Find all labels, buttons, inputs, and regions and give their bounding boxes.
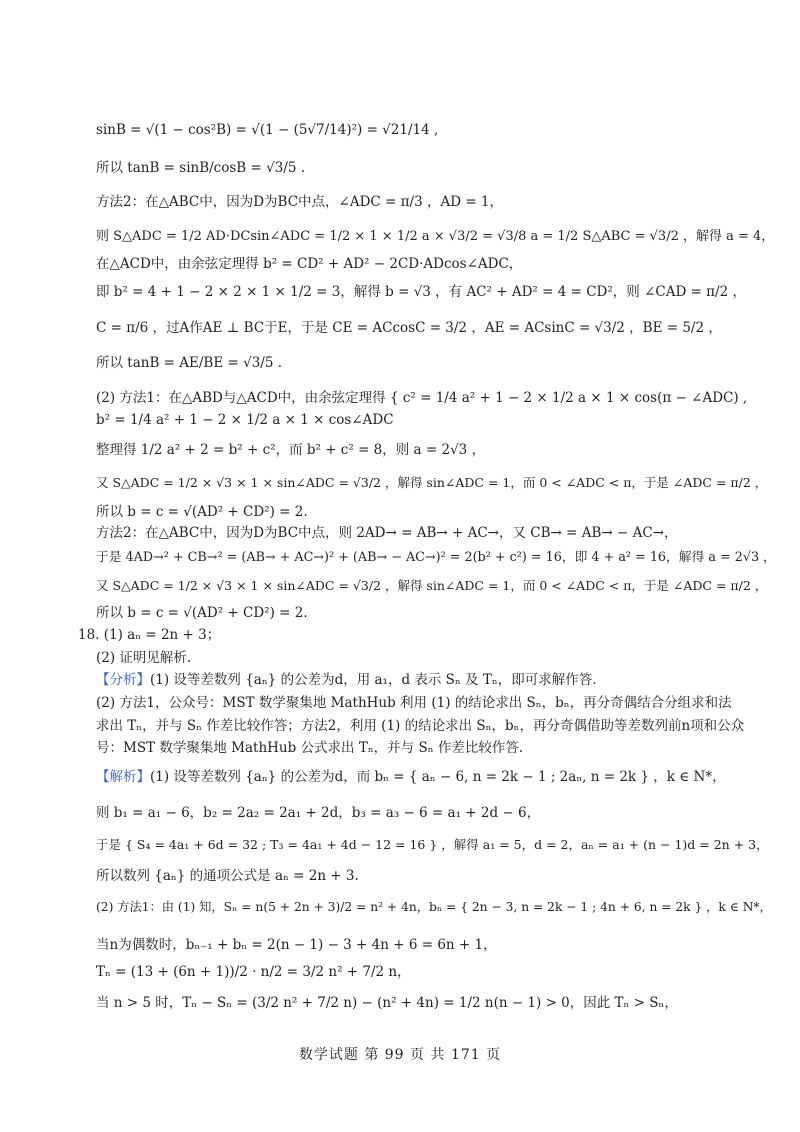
text-line xyxy=(96,603,736,623)
line-text: (2) 证明见解析. xyxy=(96,650,192,666)
text-line xyxy=(96,935,736,955)
line-text: 于是 { S₄ = 4a₁ + 6d = 32 ; T₃ = 4a₁ + 4d − 12 = 16 } ，解得 a₁ = 5，d = 2，aₙ = a₁ + (n − 1)d = 2n + 3， xyxy=(96,837,769,852)
text-line xyxy=(96,192,736,212)
page-footer: 数学试题 第 99 页 共 171 页 xyxy=(298,1047,502,1063)
line-text: 在△ACD中，由余弦定理得 b² = CD² + AD² − 2CD·ADcos∠ADC， xyxy=(96,256,523,272)
line-text: Tₙ = (13 + (6n + 1))/2 · n/2 = 3/2 n² + 7/2 n， xyxy=(96,964,411,980)
text-line xyxy=(96,318,736,338)
line-text: 所以 b = c = √(AD² + CD²) = 2. xyxy=(96,504,308,520)
text-line xyxy=(96,282,746,302)
line-text: (1) 设等差数列 {aₙ} 的公差为d，而 bₙ = { aₙ − 6, n = 2k − 1 ; 2aₙ, n = 2k } ，k ∈ N*， xyxy=(150,769,726,785)
line-text: C = π/6 ，过A作AE ⊥ BC于E，于是 CE = ACcosC = 3/2 ，AE = ACsinC = √3/2 ，BE = 5/2 ， xyxy=(96,320,722,336)
line-text: 于是 4AD→² + CB→² = (AB→ + AC→)² + (AB→ − AC→)² = 2(b² + c²) = 16，即 4 + a² = 16，解得 a = 2√3 ， xyxy=(96,550,776,565)
text-line xyxy=(96,693,736,713)
line-text: 18. (1) aₙ = 2n + 3； xyxy=(78,627,221,643)
text-line xyxy=(96,767,736,787)
text-line xyxy=(96,670,736,690)
line-text: 所以数列 {aₙ} 的通项公式是 aₙ = 2n + 3. xyxy=(96,868,359,884)
line-text: (2) 方法1，公众号：MST 数学聚集地 MathHub 利用 (1) 的结论求出 Sₙ，bₙ，再分奇偶结合分组求和法 xyxy=(96,695,732,711)
text-line xyxy=(96,227,775,247)
line-text: 又 S△ADC = 1/2 × √3 × 1 × sin∠ADC = √3/2 ，解得 sin∠ADC = 1，而 0 < ∠ADC < π，于是 ∠ADC = π/2 ， xyxy=(96,578,768,593)
line-text: 当 n > 5 时，Tₙ − Sₙ = (3/2 n² + 7/2 n) − (n² + 4n) = 1/2 n(n − 1) > 0，因此 Tₙ > Sₙ， xyxy=(96,995,678,1011)
text-line xyxy=(96,473,768,493)
line-text: (1) 设等差数列 {aₙ} 的公差为d，用 a₁，d 表示 Sₙ 及 Tₙ，即可求解作答. xyxy=(150,672,597,688)
text-line xyxy=(96,738,736,758)
text-line xyxy=(96,353,736,373)
text-line xyxy=(96,716,745,736)
line-text: b² = 1/4 a² + 1 − 2 × 1/2 a × 1 × cos∠ADC xyxy=(96,412,394,428)
text-line xyxy=(96,120,736,140)
line-text: sinB = √(1 − cos²B) = √(1 − (5√7/14)²) = √21/14 , xyxy=(96,122,439,138)
line-text: 求出 Tₙ，并与 Sₙ 作差比较作答；方法2，利用 (1) 的结论求出 Sₙ，bₙ，再分奇偶借助等差数列前n项和公众 xyxy=(96,718,745,734)
line-text: 所以 tanB = AE/BE = √3/5 . xyxy=(96,355,283,371)
text-line xyxy=(96,993,736,1013)
text-line xyxy=(96,502,736,522)
text-line xyxy=(96,835,769,855)
text-line xyxy=(96,254,736,274)
section-tag: 【解析】 xyxy=(96,769,150,785)
line-text: 则 b₁ = a₁ − 6，b₂ = 2a₂ = 2a₁ + 2d，b₃ = a₃ − 6 = a₁ + 2d − 6， xyxy=(96,805,541,821)
section-tag: 【分析】 xyxy=(96,672,150,688)
line-text: 即 b² = 4 + 1 − 2 × 2 × 1 × 1/2 = 3，解得 b = √3 ，有 AC² + AD² = 4 = CD²，则 ∠CAD = π/2 ， xyxy=(96,284,746,300)
text-line xyxy=(96,576,768,596)
line-text: 方法2：在△ABC中，因为D为BC中点，则 2AD→ = AB→ + AC→，又 CB→ = AB→ − AC→， xyxy=(96,525,678,541)
line-text: 所以 b = c = √(AD² + CD²) = 2. xyxy=(96,605,308,621)
line-text: 所以 tanB = sinB/cosB = √3/5 . xyxy=(96,160,306,176)
text-line xyxy=(96,158,736,178)
text-line xyxy=(96,388,748,408)
line-text: 号：MST 数学聚集地 MathHub 公式求出 Tₙ，并与 Sₙ 作差比较作答. xyxy=(96,740,524,756)
text-line xyxy=(96,962,736,982)
line-text: (2) 方法1：由 (1) 知，Sₙ = n(5 + 2n + 3)/2 = n² + 4n，bₙ = { 2n − 3, n = 2k − 1 ; 4n + 6, n = 2k } ，k ∈ N*， xyxy=(96,900,772,914)
text-line xyxy=(96,440,736,460)
line-text: 整理得 1/2 a² + 2 = b² + c²，而 b² + c² = 8，则 a = 2√3 ， xyxy=(96,442,486,458)
line-text: 方法2：在△ABC中，因为D为BC中点，∠ADC = π/3 ，AD = 1， xyxy=(96,194,504,210)
line-text: 则 S△ADC = 1/2 AD·DCsin∠ADC = 1/2 × 1 × 1/2 a × √3/2 = √3/8 a = 1/2 S△ABC = √3/2 ，解得 a = 4， xyxy=(96,229,775,244)
text-line xyxy=(96,648,736,668)
text-line xyxy=(96,897,772,917)
text-line xyxy=(96,803,736,823)
text-line xyxy=(96,523,736,543)
text-line xyxy=(96,410,736,430)
text-line xyxy=(78,625,718,645)
line-text: (2) 方法1：在△ABD与△ACD中，由余弦定理得 { c² = 1/4 a² + 1 − 2 × 1/2 a × 1 × cos(π − ∠ADC) , xyxy=(96,390,748,406)
text-line xyxy=(96,548,776,568)
line-text: 又 S△ADC = 1/2 × √3 × 1 × sin∠ADC = √3/2 ，解得 sin∠ADC = 1，而 0 < ∠ADC < π，于是 ∠ADC = π/2 ， xyxy=(96,475,768,490)
line-text: 当n为偶数时，bₙ₋₁ + bₙ = 2(n − 1) − 3 + 4n + 6 = 6n + 1， xyxy=(96,937,497,953)
text-line xyxy=(96,866,736,886)
